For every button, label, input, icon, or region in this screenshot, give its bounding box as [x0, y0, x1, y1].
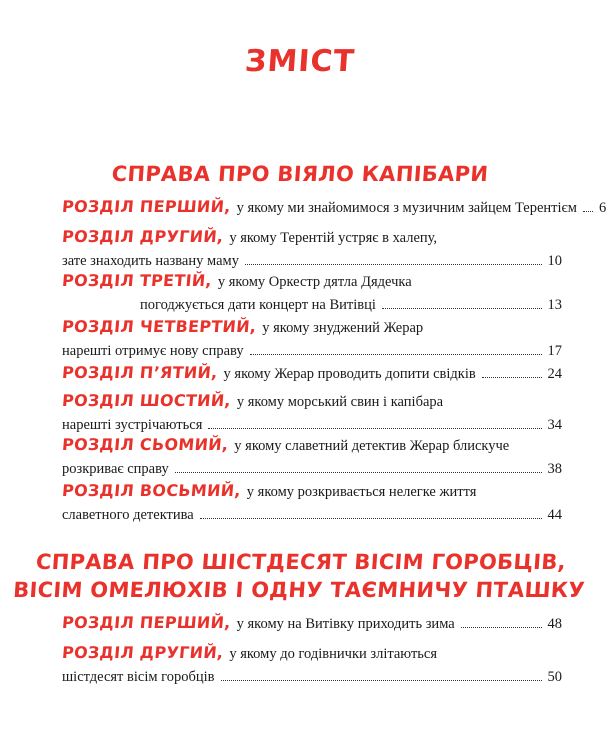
- chapter-description: у якому морський свин і капібара: [236, 394, 444, 410]
- page-number: 34: [547, 417, 562, 433]
- chapter-description-cont: славетного детектива: [62, 507, 194, 523]
- page-number: 17: [547, 343, 562, 359]
- toc-entry[interactable]: [62, 436, 562, 482]
- toc-entry[interactable]: [62, 392, 562, 438]
- dot-leader: [175, 472, 542, 473]
- page-number: 48: [547, 616, 562, 632]
- chapter-description-cont: нарешті зустрічаються: [62, 417, 203, 433]
- toc-entry[interactable]: [62, 364, 562, 388]
- chapter-label: РОЗДІЛ П’ЯТИЙ,: [61, 363, 219, 382]
- chapter-description: у якому Оркестр дятла Дядечка: [217, 274, 412, 290]
- toc-title: ЗМІСТ: [243, 44, 357, 79]
- page-number: 10: [547, 253, 562, 269]
- section-title-line: ВІСІМ ОМЕЛЮХІВ І ОДНУ ТАЄМНИЧУ ПТАШКУ: [12, 578, 586, 602]
- toc-entry[interactable]: [62, 228, 562, 274]
- chapter-label: РОЗДІЛ ДРУГИЙ,: [61, 643, 225, 662]
- chapter-label: РОЗДІЛ ВОСЬМИЙ,: [61, 481, 242, 500]
- toc-entry[interactable]: [62, 318, 562, 364]
- section-title-1: [0, 160, 601, 188]
- chapter-label: РОЗДІЛ ШОСТИЙ,: [61, 391, 232, 410]
- dot-leader: [200, 518, 542, 519]
- dot-leader: [208, 428, 541, 429]
- chapter-description: у якому на Витівку приходить зима: [236, 616, 455, 632]
- chapter-description-cont: шістдесят вісім горобців: [62, 669, 215, 685]
- section-title-2: [0, 548, 602, 604]
- dot-leader: [461, 627, 542, 628]
- toc-entry[interactable]: [61, 197, 606, 222]
- chapter-description: у якому Терентій устряє в халепу,: [229, 230, 438, 246]
- chapter-description-cont: зате знаходить названу маму: [62, 253, 239, 269]
- section-title-line: СПРАВА ПРО ВІЯЛО КАПІБАРИ: [110, 162, 490, 186]
- dot-leader: [245, 264, 542, 265]
- page-number: 50: [547, 669, 562, 685]
- page-number: 13: [547, 297, 562, 313]
- chapter-description: у якому славетний детектив Жерар блискуче: [234, 438, 510, 454]
- toc-entry[interactable]: [62, 644, 562, 690]
- chapter-description: у якому знуджений Жерар: [262, 320, 424, 336]
- dot-leader: [250, 354, 542, 355]
- page-number: 24: [547, 366, 562, 382]
- chapter-label: РОЗДІЛ ТРЕТІЙ,: [61, 271, 213, 290]
- chapter-description: у якому розкривається нелегке життя: [246, 484, 477, 500]
- section-title-line: СПРАВА ПРО ШІСТДЕСЯТ ВІСІМ ГОРОБЦІВ,: [35, 550, 567, 574]
- dot-leader: [221, 680, 542, 681]
- chapter-label: РОЗДІЛ ЧЕТВЕРТИЙ,: [61, 317, 258, 336]
- dot-leader: [482, 377, 542, 378]
- page-number: 38: [547, 461, 562, 477]
- chapter-description-cont: нарешті отримує нову справу: [62, 343, 244, 359]
- toc-entry[interactable]: [62, 614, 562, 638]
- chapter-description-cont: погоджується дати концерт на Витівці: [140, 297, 376, 313]
- chapter-label: РОЗДІЛ ПЕРШИЙ,: [61, 613, 232, 632]
- dot-leader: [382, 308, 542, 309]
- chapter-description: у якому до годівнички злітаються: [229, 646, 438, 662]
- toc-entry[interactable]: [62, 482, 562, 528]
- chapter-label: РОЗДІЛ ДРУГИЙ,: [61, 227, 225, 246]
- toc-entry[interactable]: [62, 272, 562, 318]
- dot-leader: [583, 211, 593, 212]
- chapter-description: у якому ми знайомимося з музичним зайцем Терентієм: [236, 200, 577, 216]
- chapter-label: РОЗДІЛ СЬОМИЙ,: [61, 435, 230, 454]
- chapter-description: у якому Жерар проводить допити свідків: [223, 366, 476, 382]
- page-number: 44: [547, 507, 562, 523]
- chapter-description-cont: розкриває справу: [62, 461, 169, 477]
- chapter-label: РОЗДІЛ ПЕРШИЙ,: [61, 197, 232, 216]
- page-number: 6: [598, 200, 606, 216]
